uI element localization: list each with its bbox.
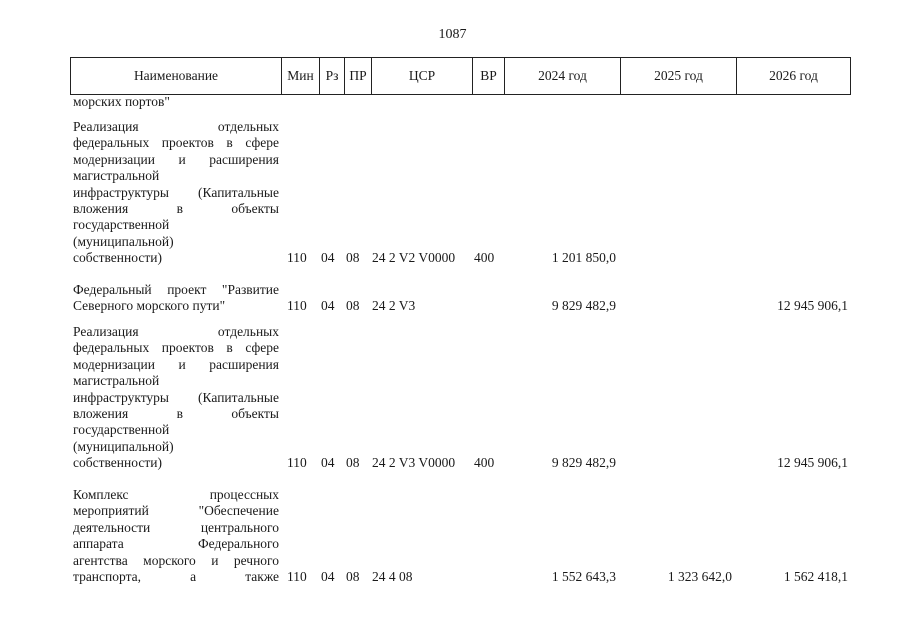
cell-min: 110 [287,455,307,470]
name-line: деятельности центрального [73,519,279,535]
cell-2026: 12 945 906,1 [777,298,848,313]
name-line: федеральных проектов в сфере [73,340,279,356]
cell-2026: 12 945 906,1 [777,455,848,470]
cell-rz: 04 [321,250,335,265]
cell-csr: 24 4 08 [372,569,413,584]
name-line: (муниципальной) [73,233,174,249]
cell-vr: 400 [474,455,495,470]
name-line: аппарата Федерального [73,536,279,552]
name-line: морских портов" [73,94,170,109]
cell-min: 110 [287,250,307,265]
cell-csr: 24 2 V3 [372,298,416,313]
header-2025: 2025 год [620,58,736,94]
name-line: модернизации и расширения [73,356,279,372]
row-name [73,119,279,267]
name-line: государственной [73,422,170,438]
name-line: (муниципальной) [73,438,174,454]
name-line: инфраструктуры (Капитальные [73,389,279,405]
cell-pr: 08 [346,298,360,313]
row-name [73,487,279,585]
name-line: собственности) [73,455,162,471]
page-number: 1087 [438,27,467,42]
cell-min: 110 [287,569,307,584]
row-name [73,94,279,110]
name-line: Реализация отдельных [73,119,279,134]
name-line: Реализация отдельных [73,324,279,339]
cell-rz: 04 [321,455,335,470]
header-pr: ПР [344,58,371,94]
cell-2026: 1 562 418,1 [783,569,848,584]
cell-vr: 400 [474,250,495,265]
name-line: Комплекс процессных [73,487,279,502]
name-line: магистральной [73,373,160,389]
name-line: собственности) [73,250,162,266]
cell-pr: 08 [346,250,360,265]
header-min: Мин [281,58,319,94]
header-2024: 2024 год [504,58,620,94]
row-name [73,282,279,315]
name-line: модернизации и расширения [73,151,279,167]
name-line: агентства морского и речного [73,552,279,568]
cell-pr: 08 [346,569,360,584]
cell-2025: 1 323 642,0 [667,569,732,584]
header-rz: Рз [319,58,344,94]
cell-rz: 04 [321,569,335,584]
cell-csr: 24 2 V2 V0000 [372,250,456,265]
name-line: инфраструктуры (Капитальные [73,184,279,200]
cell-pr: 08 [346,455,360,470]
name-line: Федеральный проект "Развитие [73,282,279,297]
cell-2024: 9 829 482,9 [551,455,616,470]
cell-2024: 1 552 643,3 [551,569,616,584]
cell-2024: 9 829 482,9 [551,298,616,313]
header-vr: ВР [472,58,504,94]
name-line: Северного морского пути" [73,298,226,314]
table-header [70,57,851,95]
cell-min: 110 [287,298,307,313]
name-line: транспорта, а также [73,569,279,585]
header-name: Наименование [70,58,281,94]
name-line: магистральной [73,168,160,184]
name-line: федеральных проектов в сфере [73,135,279,151]
cell-csr: 24 2 V3 V0000 [372,455,456,470]
cell-rz: 04 [321,298,335,313]
name-line: государственной [73,217,170,233]
name-line: вложения в объекты [73,201,279,217]
header-2026: 2026 год [736,58,851,94]
header-csr: ЦСР [371,58,472,94]
cell-2024: 1 201 850,0 [551,250,616,265]
name-line: вложения в объекты [73,406,279,422]
name-line: мероприятий "Обеспечение [73,503,279,519]
row-name [73,324,279,472]
